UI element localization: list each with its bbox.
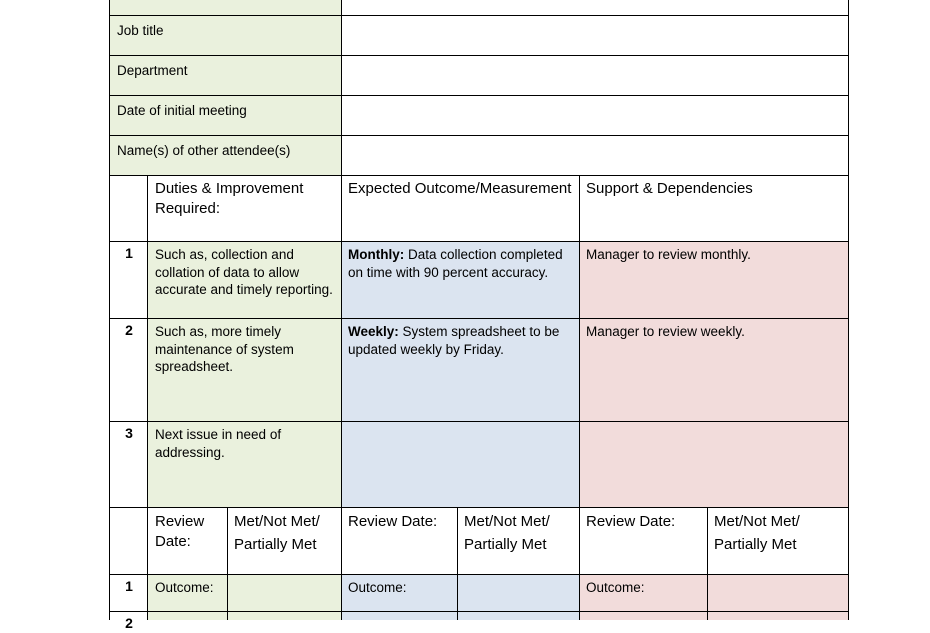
grid-line	[109, 0, 110, 620]
review-row-1-number: 1	[125, 578, 133, 594]
met-header-3: Met/Not Met/ Partially Met	[714, 513, 800, 553]
row-3-number: 3	[125, 425, 133, 441]
review-row-1-met-3[interactable]	[707, 575, 848, 612]
top-partial-label-cell	[110, 0, 341, 16]
grid-line	[109, 507, 849, 508]
meeting-date-field[interactable]	[341, 96, 848, 136]
row-1-duty[interactable]: Such as, collection and collation of data to allow accurate and timely reporting.	[148, 242, 341, 319]
review-row-2-outcome-1[interactable]	[148, 612, 227, 620]
meeting-date-label: Date of initial meeting	[110, 96, 341, 136]
review-row-1-met-2[interactable]	[457, 575, 579, 612]
row-1-outcome-text: Data collection completed on time with 90 percent accuracy.	[348, 247, 563, 280]
grid-line	[227, 508, 228, 620]
review-row-2-outcome-2[interactable]	[341, 612, 457, 620]
grid-line	[109, 574, 849, 575]
row-1-outcome-frequency: Monthly:	[348, 247, 405, 262]
review-row-2-met-3[interactable]	[707, 612, 848, 620]
support-header: Support & Dependencies	[586, 180, 753, 197]
review-date-header-2: Review Date:	[348, 513, 438, 530]
grid-line	[109, 421, 849, 422]
row-2-support[interactable]: Manager to review weekly.	[579, 319, 848, 422]
row-1-outcome[interactable]	[341, 242, 579, 319]
grid-line	[147, 176, 148, 620]
grid-line	[109, 241, 849, 242]
grid-line	[457, 508, 458, 620]
review-row-2-met-1[interactable]	[227, 612, 341, 620]
grid-line	[109, 135, 849, 136]
row-1-support[interactable]: Manager to review monthly.	[579, 242, 848, 319]
grid-line	[341, 0, 342, 620]
row-2-outcome-frequency: Weekly:	[348, 324, 399, 339]
duties-header: Duties & Improvement Required:	[155, 180, 304, 217]
row-3-outcome[interactable]	[341, 422, 579, 508]
row-3-duty[interactable]: Next issue in need of addressing.	[148, 422, 341, 508]
review-row-1-outcome-2[interactable]: Outcome:	[341, 575, 457, 612]
grid-line	[579, 176, 580, 620]
review-row-1-met-1[interactable]	[227, 575, 341, 612]
met-header-1: Met/Not Met/ Partially Met	[234, 513, 320, 553]
attendees-label: Name(s) of other attendee(s)	[110, 136, 341, 176]
grid-line	[848, 0, 849, 620]
job-title-field[interactable]	[341, 16, 848, 56]
department-label: Department	[110, 56, 341, 96]
grid-line	[707, 508, 708, 620]
review-row-1-outcome-1[interactable]: Outcome:	[148, 575, 227, 612]
outcome-header: Expected Outcome/Measurement	[348, 180, 572, 197]
job-title-label: Job title	[110, 16, 341, 56]
grid-line	[109, 318, 849, 319]
row-2-duty[interactable]: Such as, more timely maintenance of system spreadsheet.	[148, 319, 341, 422]
review-date-header-1: Review Date:	[155, 513, 205, 550]
review-row-2-outcome-3[interactable]	[579, 612, 707, 620]
review-date-header-3: Review Date:	[586, 513, 676, 530]
met-header-2: Met/Not Met/ Partially Met	[464, 513, 550, 553]
row-1-number: 1	[125, 245, 133, 261]
grid-line	[109, 95, 849, 96]
row-2-number: 2	[125, 322, 133, 338]
attendees-field[interactable]	[341, 136, 848, 176]
grid-line	[109, 611, 849, 612]
grid-line	[109, 175, 849, 176]
grid-line	[109, 15, 849, 16]
row-2-outcome-text: System spreadsheet to be updated weekly by Friday.	[348, 324, 560, 357]
row-2-outcome[interactable]	[341, 319, 579, 422]
department-field[interactable]	[341, 56, 848, 96]
grid-line	[109, 55, 849, 56]
review-row-2-met-2[interactable]	[457, 612, 579, 620]
review-row-2-number: 2	[125, 615, 133, 631]
review-row-1-outcome-3[interactable]: Outcome:	[579, 575, 707, 612]
row-3-support[interactable]	[579, 422, 848, 508]
